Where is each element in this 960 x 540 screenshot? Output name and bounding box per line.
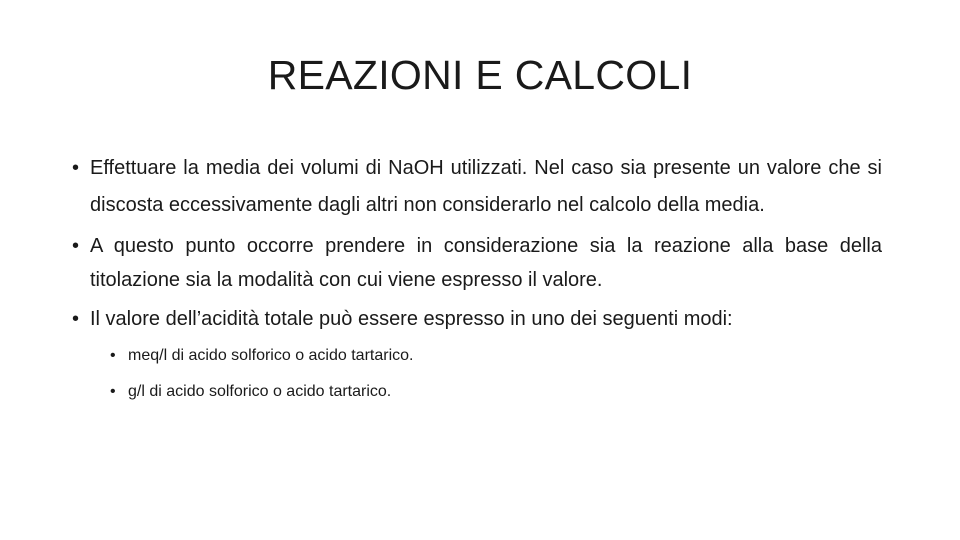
sub-bullet-item xyxy=(110,374,882,410)
bullet-text: Effettuare la media dei volumi di NaOH utilizzati. Nel caso sia presente un valore che si discosta eccessivamente dagli altri non considerarlo nel calcolo della media. xyxy=(90,157,882,216)
sub-bullet-item xyxy=(110,338,882,374)
bullet-dot-icon: • xyxy=(72,157,80,179)
sub-bullet-list xyxy=(110,338,882,410)
bullet-dot-icon: • xyxy=(110,383,116,400)
bullet-text: A questo punto occorre prendere in considerazione sia la reazione alla base della titolazione sia la modalità con cui viene espresso il valore. xyxy=(90,235,882,291)
slide-title: REAZIONI E CALCOLI xyxy=(267,52,693,98)
bullet-item xyxy=(72,302,882,410)
bullet-item xyxy=(72,229,882,297)
bullet-item xyxy=(72,150,882,224)
bullet-dot-icon: • xyxy=(72,235,80,257)
bullet-text: Il valore dell’acidità totale può essere espresso in uno dei seguenti modi: xyxy=(90,308,733,330)
bullet-list xyxy=(72,150,882,415)
sub-bullet-text: g/l di acido solforico o acido tartarico. xyxy=(128,383,392,400)
bullet-dot-icon: • xyxy=(72,308,80,330)
sub-bullet-text: meq/l di acido solforico o acido tartarico. xyxy=(128,347,414,364)
bullet-dot-icon: • xyxy=(110,347,116,364)
